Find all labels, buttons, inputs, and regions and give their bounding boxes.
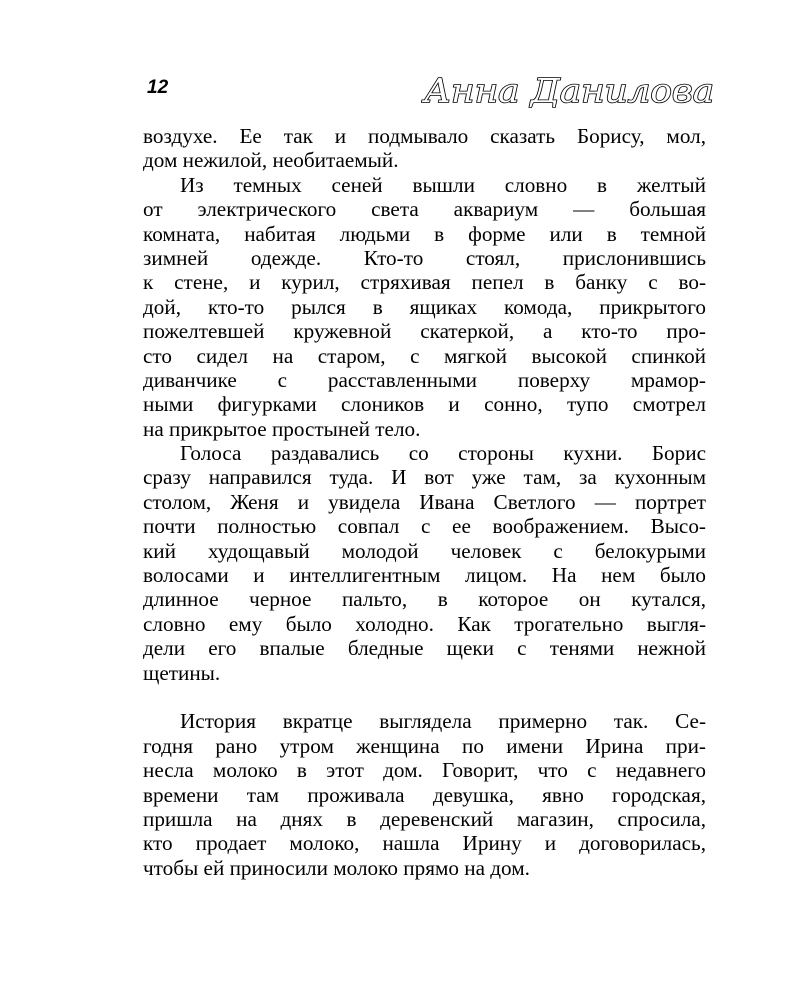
text-line: История вкратце выглядела примерно так. Се-	[180, 709, 706, 734]
text-line: воздухе. Ее так и подмывало сказать Борису, мол,	[143, 124, 706, 148]
author-name: Анна Данилова	[421, 71, 714, 110]
text-line: от электрического света аквариум — большая	[143, 197, 706, 222]
text-line: годня рано утром женщина по имени Ирина при-	[143, 733, 706, 758]
text-line: дом нежилой, необитаемый.	[143, 148, 399, 173]
text-line: Из темных сеней вышли словно в желтый	[180, 172, 706, 197]
text-line: волосами и интеллигентным лицом. На нем было	[143, 563, 706, 588]
paragraph-4	[143, 709, 706, 880]
section-gap	[143, 685, 706, 709]
text-line: комната, набитая людьми в форме или в темной	[143, 221, 706, 246]
text-line: зимней одежде. Кто-то стоял, прислонившись	[143, 245, 706, 270]
text-line: к стене, и курил, стряхивая пепел в банку с во-	[143, 270, 706, 295]
text-line: кто продает молоко, нашла Ирину и договорилась,	[143, 831, 706, 856]
text-line: кий худощавый молодой человек с белокурыми	[143, 538, 706, 563]
text-line: Голоса раздавались со стороны кухни. Борис	[180, 441, 706, 466]
running-head-author	[420, 64, 718, 114]
paragraph-2	[143, 173, 706, 441]
text-line: пришла на днях в деревенский магазин, спросила,	[143, 806, 706, 831]
text-line: пожелтевшей кружевной скатеркой, а кто-то про-	[143, 319, 706, 344]
text-line: времени там проживала девушка, явно городская,	[143, 782, 706, 807]
text-line: чтобы ей приносили молоко прямо на дом.	[143, 855, 530, 880]
text-line: словно ему было холодно. Как трогательно выгля-	[143, 611, 706, 636]
text-line: несла молоко в этот дом. Говорит, что с недавнего	[143, 758, 706, 783]
text-line: почти полностью совпал с ее воображением. Высо-	[143, 514, 706, 539]
text-line: сразу направился туда. И вот уже там, за кухонным	[143, 465, 706, 490]
page-number: 12	[147, 77, 169, 98]
paragraph-3	[143, 441, 706, 685]
text-line: дели его впалые бледные щеки с тенями нежной	[143, 636, 706, 661]
text-line: ными фигурками слоников и сонно, тупо смотрел	[143, 392, 706, 417]
text-line: сто сидел на старом, с мягкой высокой спинкой	[143, 343, 706, 368]
text-line: дой, кто-то рылся в ящиках комода, прикрытого	[143, 294, 706, 319]
text-line: столом, Женя и увидела Ивана Светлого — портрет	[143, 489, 706, 514]
author-name-svg	[420, 64, 718, 114]
paragraph-1	[143, 124, 706, 173]
text-line: длинное черное пальто, в которое он кутался,	[143, 587, 706, 612]
text-line: диванчике с расставленными поверху мрамор-	[143, 367, 706, 392]
text-line: на прикрытое простыней тело.	[143, 416, 421, 441]
body-text	[143, 124, 706, 880]
text-line: щетины.	[143, 660, 221, 685]
